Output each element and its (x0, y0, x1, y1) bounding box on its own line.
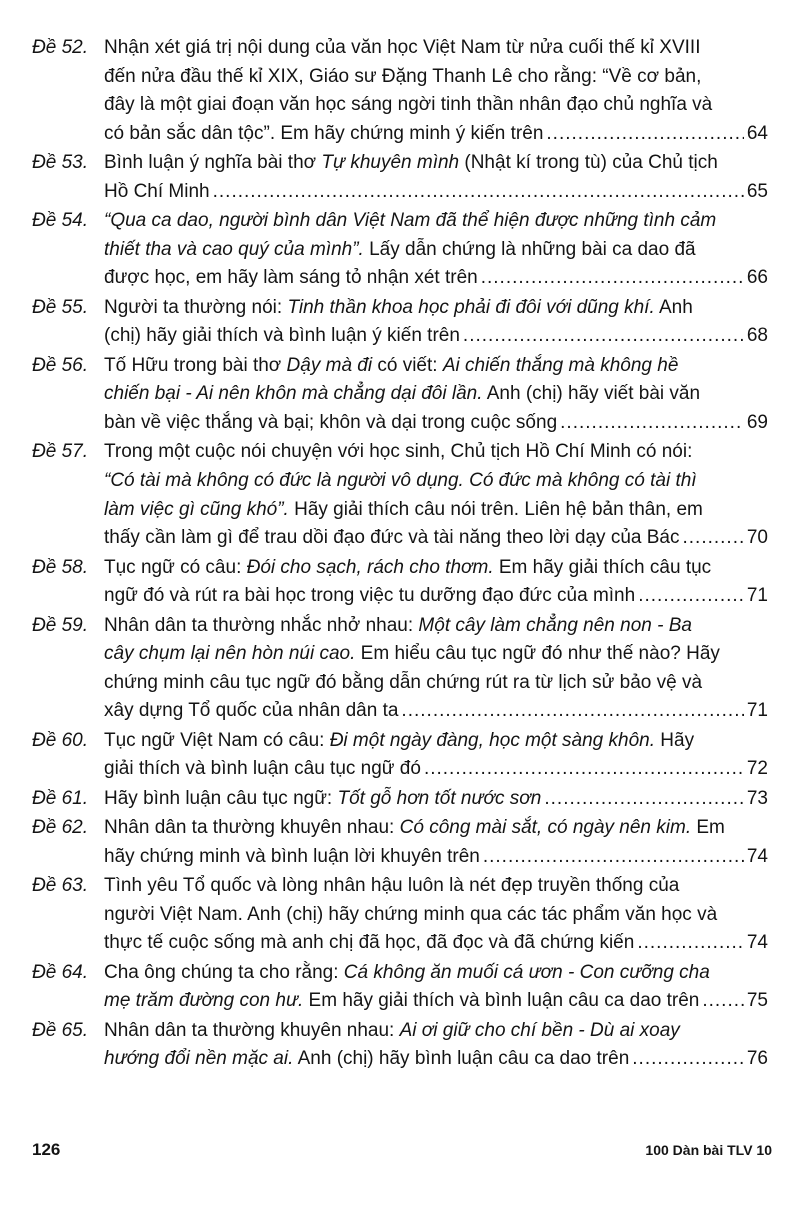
italic-quote: Dậy mà đi (286, 354, 373, 376)
entry-text (104, 207, 768, 293)
text-segment: Bình luận ý nghĩa bài thơ (104, 152, 322, 174)
page-number: 66 (746, 267, 768, 289)
text-segment: đây là một giai đoạn văn học sáng ngời tinh thần nhân đạo chủ nghĩa và (104, 94, 713, 116)
text-segment: Lấy dẫn chứng là những bài ca dao đã (363, 238, 696, 260)
text-segment: Người ta thường nói: (104, 296, 288, 318)
italic-quote: làm việc gì cũng khó”. (104, 498, 289, 520)
italic-quote: Tinh thần khoa học phải đi đôi với dũng khí. (287, 296, 655, 318)
text-segment: Hồ Chí Minh (104, 180, 210, 202)
entry-line (104, 814, 768, 843)
entry-label: Đề 55. (32, 296, 88, 318)
dot-leader (483, 843, 744, 872)
text-segment: Em hãy giải thích câu tục (493, 556, 712, 578)
entry-text (104, 959, 768, 1016)
entry-line-text (104, 409, 557, 438)
text-segment: Tình yêu Tổ quốc và lòng nhân hậu luôn là nét đẹp truyền thống của (104, 875, 680, 897)
page-number: 68 (746, 325, 768, 347)
text-segment: Tục ngữ Việt Nam có câu: (104, 729, 330, 751)
dot-leader (638, 582, 744, 611)
page-number: 72 (746, 758, 768, 780)
dot-leader (544, 785, 744, 814)
text-segment: Tố Hữu trong bài thơ (104, 354, 287, 376)
entry-text (104, 438, 768, 552)
italic-quote: thiết tha và cao quý của mình”. (104, 238, 364, 260)
text-segment: bàn về việc thắng và bại; khôn và dại trong cuộc sống (104, 411, 558, 433)
entry-line (104, 120, 768, 149)
entry-line-text (104, 929, 634, 958)
entry-label: Đề 59. (32, 614, 88, 636)
dot-leader (637, 929, 744, 958)
text-segment: Hãy bình luận câu tục ngữ: (104, 787, 338, 809)
text-segment: Em (691, 817, 725, 839)
text-segment: Hãy (655, 729, 695, 751)
entry-line-text (104, 264, 478, 293)
text-segment: Nhân dân ta thường khuyên nhau: (104, 817, 400, 839)
entry-line (104, 785, 768, 814)
entry-text (104, 612, 768, 726)
entry-line (104, 178, 768, 207)
text-segment: thực tế cuộc sống mà anh chị đã học, đã đọc và đã chứng kiến (104, 932, 635, 954)
entry-label: Đề 61. (32, 787, 88, 809)
entry-text (104, 872, 768, 958)
text-segment: có viết: (372, 354, 443, 376)
entry-line (104, 1017, 768, 1046)
italic-quote: “Có tài mà không có đức là người vô dụng. Có đức mà không có tài thì (104, 469, 697, 491)
dot-leader (632, 1045, 744, 1074)
entry-line-text (104, 1045, 629, 1074)
entry-line-text (104, 697, 398, 726)
page-number: 64 (746, 122, 768, 144)
entry-label: Đề 58. (32, 556, 88, 578)
italic-quote: Một cây làm chẳng nên non - Ba (418, 614, 692, 636)
entry-text (104, 352, 768, 438)
entry-text (104, 727, 768, 784)
entry-label: Đề 63. (32, 875, 88, 897)
text-segment: đến nửa đầu thế kỉ XIX, Giáo sư Đặng Thanh Lê cho rằng: “Về cơ bản, (104, 65, 702, 87)
text-segment: Tục ngữ có câu: (104, 556, 247, 578)
italic-quote: Ai ơi giữ cho chí bền - Dù ai xoay (399, 1019, 680, 1041)
page-number: 75 (746, 990, 768, 1012)
entry-label: Đề 57. (32, 441, 88, 463)
dot-leader (481, 264, 744, 293)
entry-line (104, 524, 768, 553)
dot-leader (546, 120, 743, 149)
entry-line (104, 697, 768, 726)
entry-line (104, 901, 768, 930)
entry-text (104, 814, 768, 871)
italic-quote: chiến bại - Ai nên khôn mà chẳng dại đôi lần. (104, 383, 483, 405)
italic-quote: Tự khuyên mình (321, 152, 460, 174)
italic-quote: Ai chiến thắng mà không hề (442, 354, 679, 376)
entry-line (104, 669, 768, 698)
italic-quote: cây chụm lại nên hòn núi cao. (104, 643, 356, 665)
text-segment: có bản sắc dân tộc”. Em hãy chứng minh ý kiến trên (104, 122, 544, 144)
page-number: 74 (746, 845, 768, 867)
entry-line (104, 236, 768, 265)
dot-leader (702, 987, 744, 1016)
footer-book-title: 100 Dàn bài TLV 10 (645, 1142, 772, 1158)
entry-line (104, 727, 768, 756)
entry-line (104, 929, 768, 958)
text-segment: được học, em hãy làm sáng tỏ nhận xét trên (104, 267, 478, 289)
dot-leader (463, 322, 744, 351)
entry-line (104, 352, 768, 381)
entry-line (104, 612, 768, 641)
text-segment: (chị) hãy giải thích và bình luận ý kiến trên (104, 325, 460, 347)
entry-line (104, 438, 768, 467)
entry-line (104, 34, 768, 63)
text-segment: Nhận xét giá trị nội dung của văn học Việt Nam từ nửa cuối thế kỉ XVIII (104, 37, 701, 58)
entry-label: Đề 53. (32, 152, 88, 174)
text-segment: Em hiểu câu tục ngữ đó như thế nào? Hãy (355, 643, 720, 665)
footer-page-number: 126 (32, 1140, 61, 1159)
italic-quote: “Qua ca dao, người bình dân Việt Nam đã thể hiện được những tình cảm (104, 210, 717, 232)
entry-line (104, 554, 768, 583)
entry-text (104, 34, 768, 148)
entry-line-text (104, 755, 421, 784)
entry-line (104, 582, 768, 611)
italic-quote: Cá không ăn muối cá ươn - Con cưỡng cha (343, 961, 710, 983)
italic-quote: Đi một ngày đàng, học một sàng khôn. (329, 729, 656, 751)
entry-label: Đề 62. (32, 817, 88, 839)
text-segment: Anh (chị) hãy viết bài văn (482, 383, 701, 405)
entry-text (104, 554, 768, 611)
page-number: 65 (746, 180, 768, 202)
text-segment: Anh (chị) hãy bình luận câu ca dao trên (293, 1048, 630, 1070)
entry-line-text (104, 785, 541, 814)
entry-line (104, 149, 768, 178)
text-segment: giải thích và bình luận câu tục ngữ đó (104, 758, 421, 780)
entry-line (104, 322, 768, 351)
entry-line (104, 467, 768, 496)
entry-label: Đề 64. (32, 961, 88, 983)
entry-text (104, 294, 768, 351)
text-segment: Cha ông chúng ta cho rằng: (104, 961, 344, 983)
entry-line-text (104, 987, 699, 1016)
text-segment: chứng minh câu tục ngữ đó bằng dẫn chứng rút ra từ lịch sử bảo vệ và (104, 671, 703, 693)
entry-line-text (104, 120, 543, 149)
entry-text (104, 149, 768, 206)
text-segment: Em hãy giải thích và bình luận câu ca dao trên (303, 990, 700, 1012)
text-segment: (Nhật kí trong tù) của Chủ tịch (459, 152, 718, 174)
text-segment: thấy cần làm gì để trau dồi đạo đức và tài năng theo lời dạy của Bác (104, 527, 680, 549)
entry-line-text (104, 582, 635, 611)
text-segment: Hãy giải thích câu nói trên. Liên hệ bản thân, em (288, 498, 703, 520)
entry-line (104, 294, 768, 323)
page-number: 71 (746, 585, 768, 607)
page-number: 73 (746, 787, 768, 809)
entry-line-text (104, 322, 460, 351)
entry-text (104, 785, 768, 814)
entry-label: Đề 52. (32, 37, 88, 58)
dot-leader (682, 524, 743, 553)
entry-line (104, 987, 768, 1016)
entry-line (104, 496, 768, 525)
page-number: 71 (746, 700, 768, 722)
italic-quote: hướng đổi nền mặc ai. (104, 1048, 294, 1070)
entry-label: Đề 60. (32, 729, 88, 751)
entry-line (104, 264, 768, 293)
entry-label: Đề 65. (32, 1019, 88, 1041)
text-segment: xây dựng Tổ quốc của nhân dân ta (104, 700, 399, 722)
page-number: 76 (746, 1048, 768, 1070)
text-segment: hãy chứng minh và bình luận lời khuyên trên (104, 845, 480, 867)
entry-line (104, 207, 768, 236)
entry-label: Đề 56. (32, 354, 88, 376)
italic-quote: Có công mài sắt, có ngày nên kim. (399, 817, 692, 839)
page-number: 69 (746, 411, 768, 433)
text-segment: Nhân dân ta thường nhắc nhở nhau: (104, 614, 419, 636)
italic-quote: mẹ trăm đường con hư. (104, 990, 304, 1012)
dot-leader (213, 178, 744, 207)
entry-line-text (104, 178, 210, 207)
text-segment: ngữ đó và rút ra bài học trong việc tu dưỡng đạo đức của mình (104, 585, 636, 607)
entry-label: Đề 54. (32, 210, 88, 232)
entry-line (104, 409, 768, 438)
entry-line (104, 63, 768, 92)
text-segment: người Việt Nam. Anh (chị) hãy chứng minh qua các tác phẩm văn học và (104, 903, 718, 925)
dot-leader (401, 697, 743, 726)
text-segment: Anh (654, 296, 693, 318)
entry-line-text (104, 843, 480, 872)
page-number: 74 (746, 932, 768, 954)
page-number: 70 (746, 527, 768, 549)
italic-quote: Tốt gỗ hơn tốt nước sơn (337, 787, 542, 809)
text-segment: Nhân dân ta thường khuyên nhau: (104, 1019, 400, 1041)
entry-line (104, 755, 768, 784)
entry-line-text (104, 524, 679, 553)
entry-line (104, 843, 768, 872)
entry-line (104, 959, 768, 988)
text-segment: Trong một cuộc nói chuyện với học sinh, Chủ tịch Hồ Chí Minh có nói: (104, 441, 693, 463)
italic-quote: Đói cho sạch, rách cho thơm. (246, 556, 494, 578)
entry-line (104, 91, 768, 120)
entry-line (104, 640, 768, 669)
entry-line (104, 1045, 768, 1074)
entry-line (104, 872, 768, 901)
dot-leader (424, 755, 744, 784)
entry-text (104, 1017, 768, 1074)
entry-line (104, 380, 768, 409)
dot-leader (560, 409, 744, 438)
